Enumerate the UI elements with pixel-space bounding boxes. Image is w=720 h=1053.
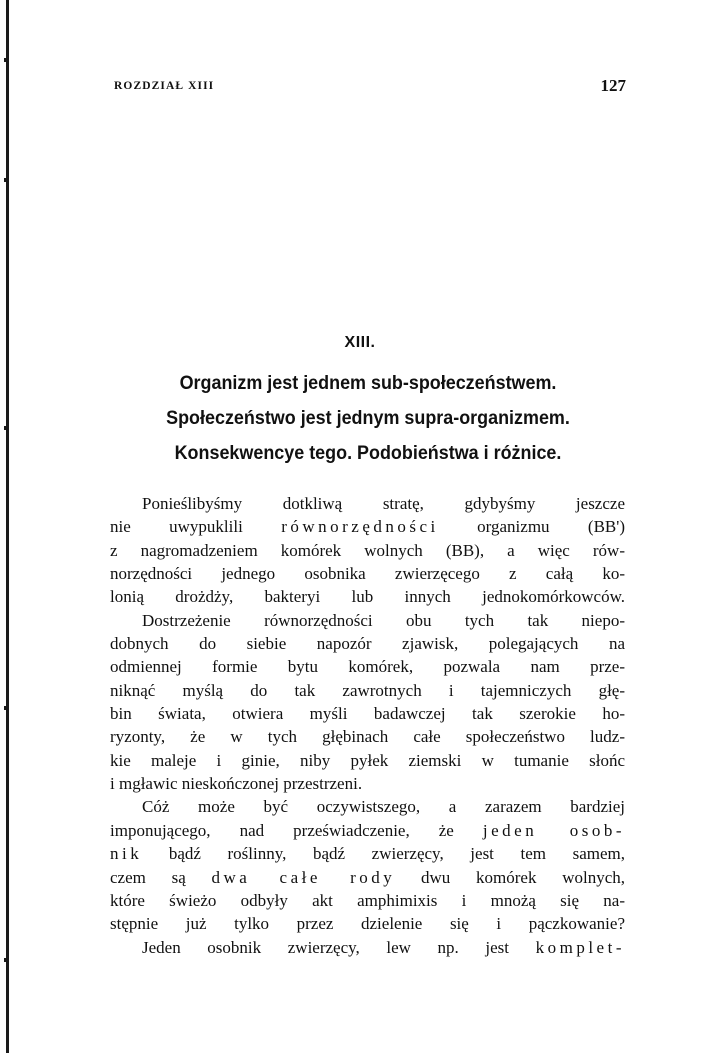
spaced-emphasis: komplet-: [535, 937, 625, 957]
text-line: kie maleje i ginie, niby pyłek ziemski w tumanie słońc: [110, 750, 625, 770]
chapter-title-line: Organizm jest jednem sub-społeczeństwem.: [179, 372, 557, 394]
chapter-title: [108, 366, 628, 471]
spaced-emphasis: jeden osob-: [482, 820, 625, 840]
chapter-title-line: Społeczeństwo jest jednym supra-organizmem.: [166, 407, 570, 429]
chapter-number: XIII.: [344, 334, 376, 351]
chapter-title-line: Konsekwencye tego. Podobieństwa i różnice.: [174, 442, 562, 464]
page-binding-edge: [6, 0, 9, 1053]
text-line: stępnie już tylko przez dzielenie się i pączkowanie?: [110, 914, 625, 934]
spaced-emphasis: nik: [110, 844, 143, 864]
binding-mark: [4, 426, 8, 430]
text-line: niknąć myślą do tak zawrotnych i tajemniczych głę-: [110, 680, 625, 700]
text-line: imponującego, nad przeświadczenie, że jeden osob-: [110, 820, 625, 840]
binding-mark: [4, 706, 8, 710]
binding-mark: [4, 58, 8, 62]
text-line: z nagromadzeniem komórek wolnych (BB), a więc rów-: [110, 540, 625, 560]
text-line: bin świata, otwiera myśli badawczej tak szerokie ho-: [110, 704, 625, 724]
body-text: [110, 492, 625, 959]
text-line: lonią drożdży, bakteryi lub innych jednokomórkowców.: [110, 587, 625, 607]
spaced-emphasis: równorzędności: [281, 517, 439, 537]
text-line: czem są dwa całe rody dwu komórek wolnych,: [110, 867, 625, 887]
text-line: Cóż może być oczywistszego, a zarazem bardziej: [142, 797, 625, 817]
text-line: i mgławic nieskończonej przestrzeni.: [110, 774, 363, 794]
text-line: które świeżo odbyły akt amphimixis i mnożą się na-: [110, 890, 625, 910]
spaced-emphasis: dwa całe rody: [211, 867, 396, 887]
text-line: odmiennej formie bytu komórek, pozwala nam prze-: [110, 657, 625, 677]
binding-mark: [4, 958, 8, 962]
running-head-title: ROZDZIAŁ XIII: [114, 80, 215, 92]
text-line: nie uwypuklili równorzędności organizmu (BB'): [110, 517, 625, 537]
text-line: Dostrzeżenie równorzędności obu tych tak niepo-: [142, 610, 625, 630]
binding-mark: [4, 178, 8, 182]
text-line: dobnych do siebie napozór zjawisk, polegających na: [110, 634, 625, 654]
text-line: nik bądź roślinny, bądź zwierzęcy, jest tem samem,: [110, 844, 625, 864]
text-line: ryzonty, że w tych głębinach całe społeczeństwo ludz-: [110, 727, 625, 747]
text-line: Jeden osobnik zwierzęcy, lew np. jest komplet-: [142, 937, 625, 957]
running-head: [114, 76, 626, 100]
text-line: norzędności jednego osobnika zwierzęcego z całą ko-: [110, 564, 625, 584]
text-line: Ponieślibyśmy dotkliwą stratę, gdybyśmy jeszcze: [142, 494, 625, 513]
page-number: 127: [600, 76, 626, 95]
